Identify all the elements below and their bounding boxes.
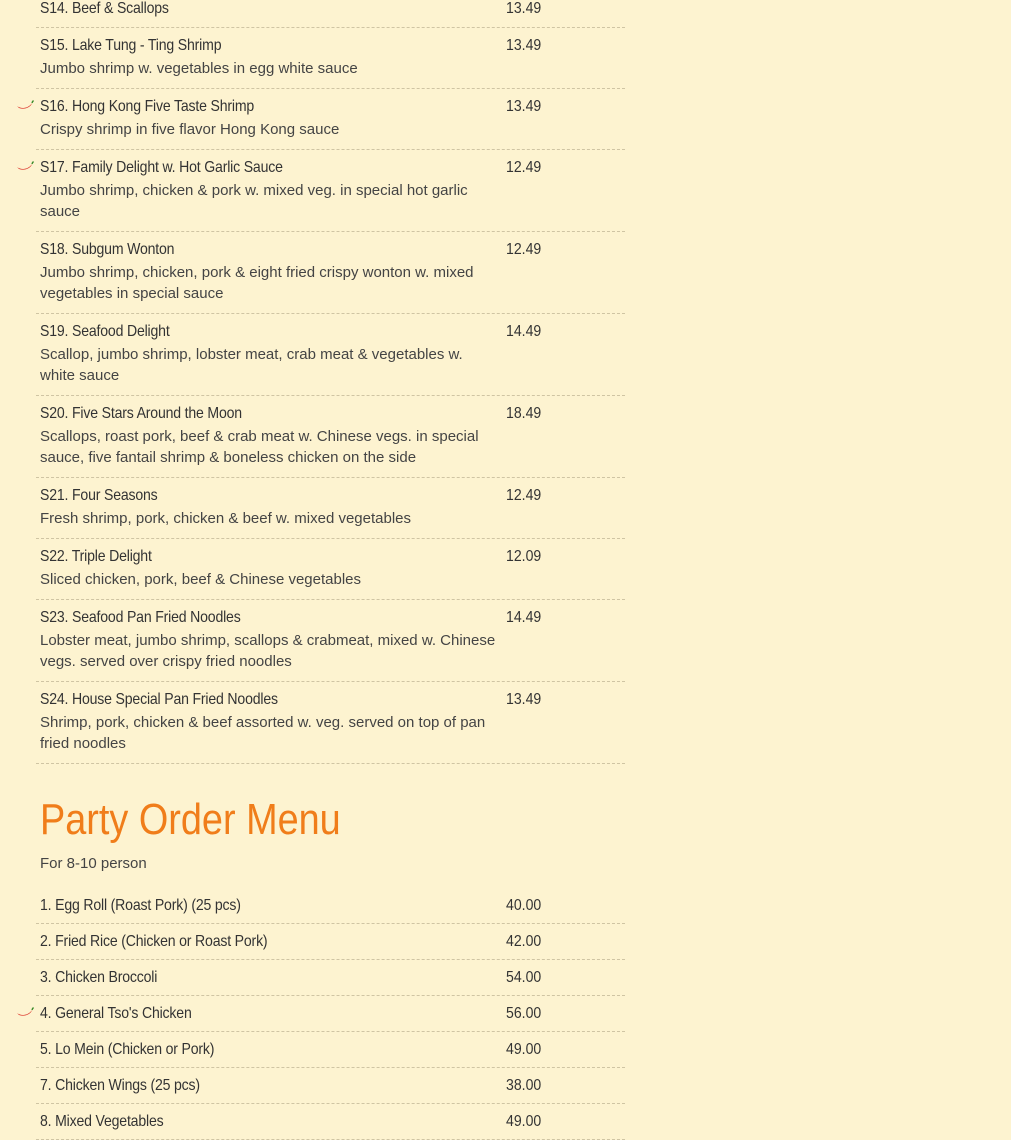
menu-item-row: [36, 314, 625, 396]
row-spacer: [566, 28, 625, 88]
item-price: 12.49: [506, 241, 542, 258]
item-name: 7. Chicken Wings (25 pcs): [40, 1077, 200, 1094]
chili-pepper-icon: [16, 1007, 34, 1017]
party-order-title: Party Order Menu: [40, 795, 341, 844]
item-price-cell: [500, 89, 566, 149]
item-info: [36, 924, 500, 959]
row-spacer: [566, 960, 625, 995]
menu-item-row: [36, 996, 625, 1032]
item-price-cell: [500, 1068, 566, 1103]
party-order-list: [0, 888, 630, 1140]
item-description: Shrimp, pork, chicken & beef assorted w. veg. served on top of pan fried noodles: [40, 714, 486, 752]
item-price: 13.49: [506, 37, 542, 54]
row-spacer: [566, 1032, 625, 1067]
item-price: 18.49: [506, 405, 542, 422]
item-price: 40.00: [506, 897, 542, 914]
item-price: 54.00: [506, 969, 542, 986]
item-name: S18. Subgum Wonton: [40, 241, 175, 258]
item-description: Fresh shrimp, pork, chicken & beef w. mixed vegetables: [40, 510, 412, 527]
item-description: Jumbo shrimp w. vegetables in egg white sauce: [40, 60, 358, 77]
menu-item-row: [36, 0, 625, 28]
item-info: [36, 0, 500, 27]
item-price: 49.00: [506, 1113, 542, 1130]
item-price: 13.49: [506, 98, 542, 115]
item-info: [36, 600, 500, 681]
item-price-cell: [500, 396, 566, 477]
menu-item-row: [36, 1104, 625, 1140]
item-name: S15. Lake Tung - Ting Shrimp: [40, 37, 222, 54]
item-name: S16. Hong Kong Five Taste Shrimp: [40, 98, 255, 115]
item-info: [36, 478, 500, 538]
item-price: 12.49: [506, 487, 542, 504]
item-price-cell: [500, 600, 566, 681]
item-description: Lobster meat, jumbo shrimp, scallops & crabmeat, mixed w. Chinese vegs. served over crispy fried noodles: [40, 632, 496, 670]
item-price: 13.49: [506, 0, 542, 17]
item-info: [36, 539, 500, 599]
row-spacer: [566, 396, 625, 477]
menu-item-row: [36, 1068, 625, 1104]
item-price: 56.00: [506, 1005, 542, 1022]
item-info: [36, 396, 500, 477]
menu-item-row: [36, 28, 625, 89]
item-price: 13.49: [506, 691, 542, 708]
item-name: 3. Chicken Broccoli: [40, 969, 158, 986]
row-spacer: [566, 600, 625, 681]
item-price-cell: [500, 888, 566, 923]
item-price: 38.00: [506, 1077, 542, 1094]
item-description: Jumbo shrimp, chicken, pork & eight fried crispy wonton w. mixed vegetables in special sauce: [40, 264, 474, 302]
menu-item-row: [36, 478, 625, 539]
item-name: 8. Mixed Vegetables: [40, 1113, 164, 1130]
row-spacer: [566, 888, 625, 923]
item-price-cell: [500, 1104, 566, 1139]
item-price-cell: [500, 924, 566, 959]
row-spacer: [566, 1104, 625, 1139]
row-spacer: [566, 924, 625, 959]
item-price-cell: [500, 1032, 566, 1067]
item-info: [36, 314, 500, 395]
row-spacer: [566, 1068, 625, 1103]
item-name: S17. Family Delight w. Hot Garlic Sauce: [40, 159, 283, 176]
item-info: [36, 89, 500, 149]
item-info: [36, 960, 500, 995]
item-price: 42.00: [506, 933, 542, 950]
item-description: Crispy shrimp in five flavor Hong Kong sauce: [40, 121, 340, 138]
menu-item-row: [36, 1032, 625, 1068]
item-info: [36, 996, 500, 1031]
party-order-subtitle: For 8-10 person: [40, 855, 147, 872]
item-price-cell: [500, 314, 566, 395]
menu-item-row: [36, 600, 625, 682]
item-info: [36, 150, 500, 231]
item-info: [36, 1104, 500, 1139]
item-price-cell: [500, 232, 566, 313]
item-name: S21. Four Seasons: [40, 487, 158, 504]
item-name: S24. House Special Pan Fried Noodles: [40, 691, 278, 708]
item-description: Sliced chicken, pork, beef & Chinese vegetables: [40, 571, 362, 588]
item-name: S20. Five Stars Around the Moon: [40, 405, 242, 422]
menu-item-row: [36, 89, 625, 150]
menu-item-row: [36, 682, 625, 764]
menu-item-row: [36, 539, 625, 600]
item-name: 2. Fried Rice (Chicken or Roast Pork): [40, 933, 268, 950]
item-name: 1. Egg Roll (Roast Pork) (25 pcs): [40, 897, 241, 914]
item-info: [36, 1068, 500, 1103]
item-price: 14.49: [506, 323, 542, 340]
item-info: [36, 28, 500, 88]
item-price-cell: [500, 996, 566, 1031]
row-spacer: [566, 314, 625, 395]
item-description: Jumbo shrimp, chicken & pork w. mixed veg. in special hot garlic sauce: [40, 182, 468, 220]
item-info: [36, 888, 500, 923]
item-name: S14. Beef & Scallops: [40, 0, 169, 17]
chili-pepper-icon: [16, 161, 34, 171]
item-price: 12.09: [506, 548, 542, 565]
item-info: [36, 682, 500, 763]
menu-item-row: [36, 960, 625, 996]
menu-item-row: [36, 888, 625, 924]
row-spacer: [566, 89, 625, 149]
item-name: S22. Triple Delight: [40, 548, 152, 565]
item-price-cell: [500, 682, 566, 763]
row-spacer: [566, 478, 625, 538]
item-price-cell: [500, 28, 566, 88]
item-description: Scallop, jumbo shrimp, lobster meat, crab meat & vegetables w. white sauce: [40, 346, 463, 384]
chili-pepper-icon: [16, 100, 34, 110]
item-price-cell: [500, 539, 566, 599]
menu-item-row: [36, 396, 625, 478]
party-order-header: [40, 764, 630, 874]
row-spacer: [566, 682, 625, 763]
menu-item-row: [36, 232, 625, 314]
row-spacer: [566, 150, 625, 231]
item-info: [36, 232, 500, 313]
specials-list: [0, 0, 630, 764]
row-spacer: [566, 232, 625, 313]
row-spacer: [566, 996, 625, 1031]
item-price-cell: [500, 150, 566, 231]
item-price-cell: [500, 0, 566, 27]
row-spacer: [566, 539, 625, 599]
item-name: 5. Lo Mein (Chicken or Pork): [40, 1041, 215, 1058]
item-info: [36, 1032, 500, 1067]
item-price-cell: [500, 478, 566, 538]
item-description: Scallops, roast pork, beef & crab meat w. Chinese vegs. in special sauce, five fantail shrimp & boneless chicken on the side: [40, 428, 479, 466]
item-price: 14.49: [506, 609, 542, 626]
item-price: 49.00: [506, 1041, 542, 1058]
item-name: S19. Seafood Delight: [40, 323, 170, 340]
menu-item-row: [36, 924, 625, 960]
item-name: S23. Seafood Pan Fried Noodles: [40, 609, 241, 626]
row-spacer: [566, 0, 625, 27]
item-price-cell: [500, 960, 566, 995]
item-price: 12.49: [506, 159, 542, 176]
item-name: 4. General Tso's Chicken: [40, 1005, 192, 1022]
menu-item-row: [36, 150, 625, 232]
